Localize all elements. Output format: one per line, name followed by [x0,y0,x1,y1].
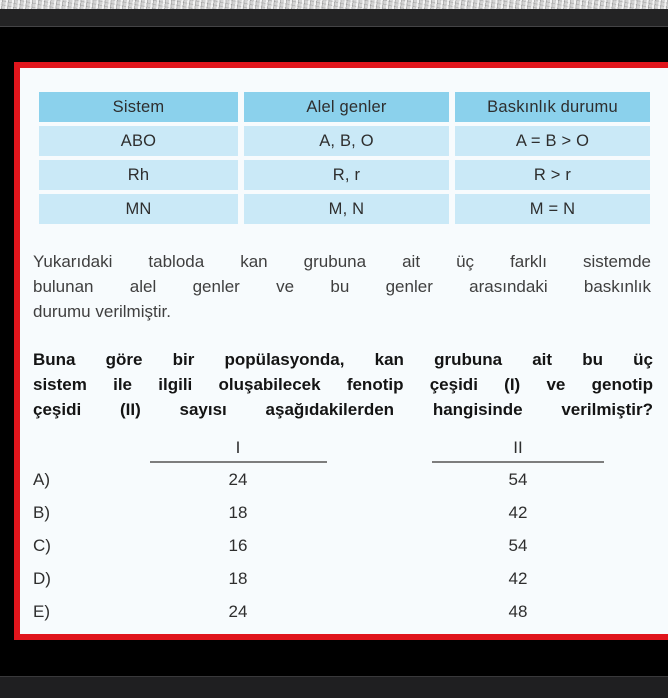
option-letter: E) [33,601,50,621]
option-letter: A) [33,469,50,489]
paragraph-line: bulunan alel genler ve bu genler arasındaki baskınlık [33,277,651,296]
option-row-c [33,529,668,562]
table-cell: M = N [455,194,650,224]
column-two-header [413,438,623,463]
table-header-sistem: Sistem [39,92,238,122]
column-two-underline [432,461,604,463]
option-value-i: 18 [228,568,248,588]
question-card [14,62,668,640]
column-one-header [63,438,413,463]
option-value-i: 24 [228,469,248,489]
paragraph-line: durumu verilmiştir. [33,302,171,321]
intro-paragraph [33,249,651,324]
option-value-ii: 42 [508,568,528,588]
option-value-ii: 54 [508,535,528,555]
table-row [39,126,650,156]
table-cell: R > r [455,160,650,190]
table-cell: M, N [244,194,449,224]
table-header-baskinlik: Baskınlık durumu [455,92,650,122]
question-line: çeşidi (II) sayısı aşağıdakilerden hangisinde verilmiştir? [33,400,653,419]
option-row-a [33,463,668,496]
option-value-i: 16 [228,535,248,555]
option-value-i: 18 [228,502,248,522]
table-cell: Rh [39,160,238,190]
table-cell: MN [39,194,238,224]
column-one-underline [150,461,327,463]
top-dark-bar [0,9,668,27]
page-top-texture [0,0,668,9]
table-row [39,194,650,224]
option-value-ii: 42 [508,502,528,522]
option-value-ii: 54 [508,469,528,489]
option-letter: D) [33,568,51,588]
answer-options [33,433,668,628]
paragraph-line: Yukarıdaki tabloda kan grubuna ait üç farklı sistemde [33,252,651,271]
option-letter: B) [33,502,50,522]
options-header-row [33,433,668,463]
option-row-b [33,496,668,529]
table-row [39,160,650,190]
table-header-row [39,92,650,122]
blood-group-table [33,88,656,228]
option-row-e [33,595,668,628]
option-value-ii: 48 [508,601,528,621]
table-cell: R, r [244,160,449,190]
question-line: Buna göre bir popülasyonda, kan grubuna ait bu üç [33,350,653,369]
column-two-label: II [513,438,523,457]
question-line: sistem ile ilgili oluşabilecek fenotip çeşidi (I) ve genotip [33,375,653,394]
option-letter: C) [33,535,51,555]
option-row-d [33,562,668,595]
option-value-i: 24 [228,601,248,621]
bottom-dark-bar [0,676,668,698]
table-cell: A = B > O [455,126,650,156]
table-header-alel-genler: Alel genler [244,92,449,122]
table-cell: A, B, O [244,126,449,156]
table-cell: ABO [39,126,238,156]
column-one-label: I [235,438,241,457]
question-text [33,347,653,422]
